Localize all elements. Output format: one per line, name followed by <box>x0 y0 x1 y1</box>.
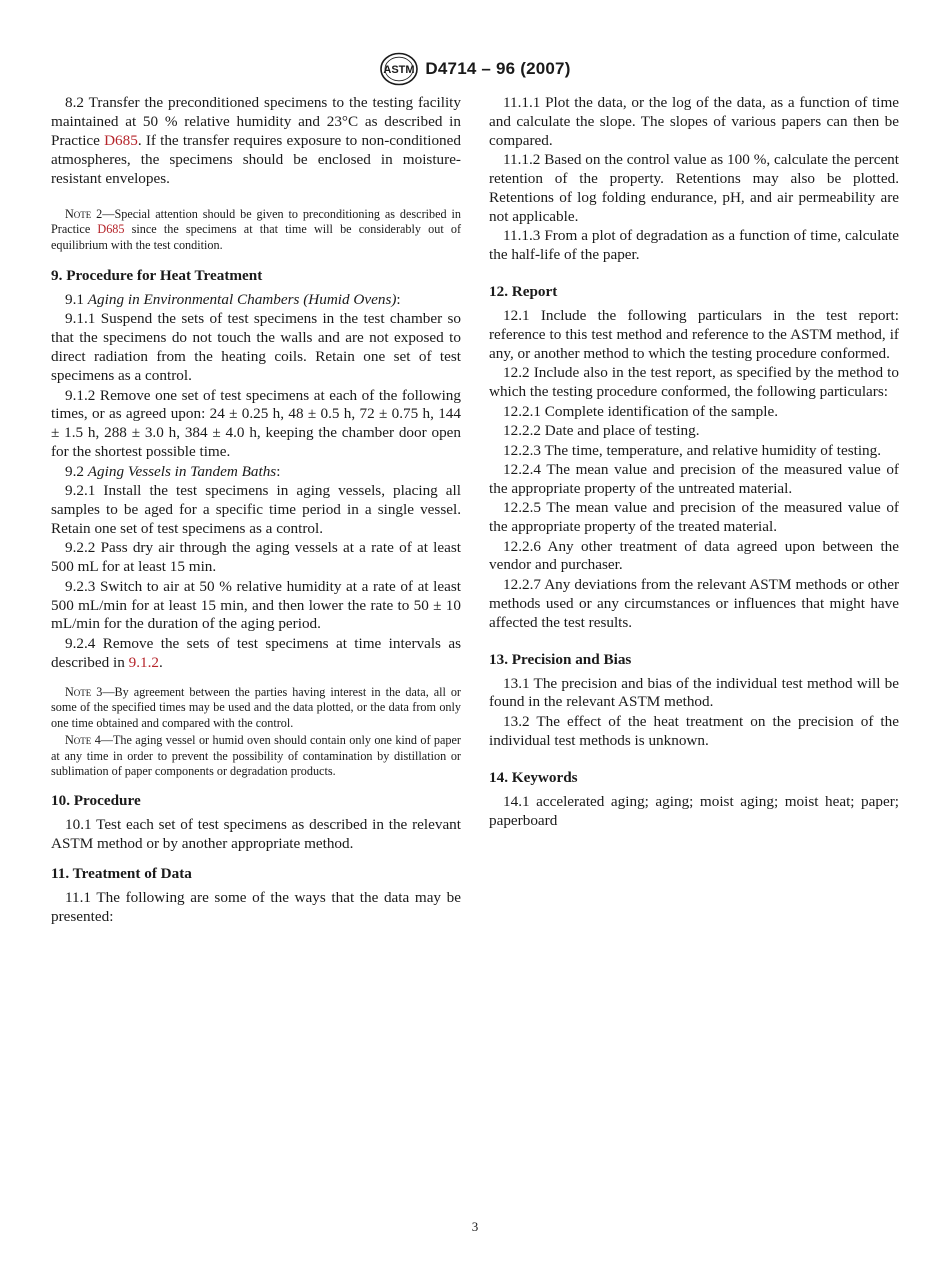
paragraph-12-1: 12.1 Include the following particulars in the test report: reference to this test method and reference to the ASTM method, if any, or another method to which the testing procedure conformed. <box>489 307 899 362</box>
paragraph-11-1-1: 11.1.1 Plot the data, or the log of the data, as a function of time and calculate the slope. The slopes of various papers can then be compared. <box>489 94 899 149</box>
paragraph-8-2: 8.2 Transfer the preconditioned specimens to the testing facility maintained at 50 % relative humidity and 23°C as described in Practice D685. If the transfer requires exposure to non-conditioned atmospheres, the specimens should be enclosed in moisture-resistant envelopes. <box>51 94 461 187</box>
paragraph-9-1-2: 9.1.2 Remove one set of test specimens at each of the following times, or as agreed upon: 24 ± 0.25 h, 48 ± 0.5 h, 72 ± 0.75 h, 144 ± 1.5 h, 288 ± 3.0 h, 384 ± 4.0 h, keeping the chamber door open for the shortest possible time. <box>51 386 461 461</box>
paragraph-9-2-4: 9.2.4 Remove the sets of test specimens at time intervals as described in 9.1.2. <box>51 634 461 671</box>
paragraph-9-1-1: 9.1.1 Suspend the sets of test specimens in the test chamber so that the specimens do not touch the walls and are not exposed to direct radiation from the heating coils. Retain one set of test specimens as a control. <box>51 310 461 385</box>
paragraph-12-2-5: 12.2.5 The mean value and precision of the measured value of the appropriate property of the treated material. <box>489 499 899 536</box>
paragraph-12-2-7: 12.2.7 Any deviations from the relevant ASTM methods or other methods used or any circumstances or influences that might have affected the test results. <box>489 575 899 631</box>
section-13-heading: 13. Precision and Bias <box>489 650 632 668</box>
section-14-heading: 14. Keywords <box>489 768 578 786</box>
paragraph-12-2: 12.2 Include also in the test report, as specified by the method to which the testing procedure conformed, the following particulars: <box>489 364 899 401</box>
paragraph-13-1: 13.1 The precision and bias of the individual test method will be found in the relevant ASTM method. <box>489 674 899 711</box>
paragraph-9-2-2: 9.2.2 Pass dry air through the aging vessels at a rate of at least 500 mL for at least 15 min. <box>51 539 461 576</box>
link-9-1-2[interactable]: 9.1.2 <box>128 653 159 671</box>
paragraph-11-1-3: 11.1.3 From a plot of degradation as a function of time, calculate the half-life of the paper. <box>489 227 899 264</box>
section-9-heading: 9. Procedure for Heat Treatment <box>51 267 263 285</box>
left-column <box>51 94 461 928</box>
logo-text: ASTM <box>383 64 415 76</box>
paragraph-12-2-6: 12.2.6 Any other treatment of data agreed upon between the vendor and purchaser. <box>489 537 899 574</box>
page-number: 3 <box>471 1219 479 1234</box>
paragraph-9-2-3: 9.2.3 Switch to air at 50 % relative humidity at a rate of at least 500 mL/min for at least 15 min, and then lower the rate to 50 ± 10 mL/min for the duration of the aging period. <box>51 577 461 633</box>
paragraph-9-1: 9.1 Aging in Environmental Chambers (Humid Ovens): <box>65 291 401 309</box>
paragraph-12-2-3: 12.2.3 The time, temperature, and relative humidity of testing. <box>503 441 882 459</box>
section-11-heading: 11. Treatment of Data <box>51 865 192 883</box>
right-column <box>489 94 899 831</box>
paragraph-13-2: 13.2 The effect of the heat treatment on the precision of the individual test methods is unknown. <box>489 712 899 749</box>
paragraph-10-1: 10.1 Test each set of test specimens as described in the relevant ASTM method or by another appropriate method. <box>51 815 461 852</box>
paragraph-11-1-2: 11.1.2 Based on the control value as 100 %, calculate the percent retention of the property. Retentions may also be plotted. Retentions of log folding endurance, pH, and air permeability are not applicable. <box>489 151 899 225</box>
link-d685-note[interactable]: D685 <box>97 222 125 237</box>
section-10-heading: 10. Procedure <box>51 791 141 809</box>
paragraph-12-2-1: 12.2.1 Complete identification of the sample. <box>503 402 778 420</box>
paragraph-9-2-1: 9.2.1 Install the test specimens in aging vessels, placing all samples to be aged for a specific time period in a single vessel. Retain one set of test specimens as a control. <box>51 482 461 537</box>
paragraph-11-1: 11.1 The following are some of the ways that the data may be presented: <box>51 889 461 926</box>
section-12-heading: 12. Report <box>489 283 558 301</box>
astm-logo-icon <box>379 52 419 86</box>
paragraph-14-1: 14.1 accelerated aging; aging; moist aging; moist heat; paper; paperboard <box>489 792 899 829</box>
note-4: Note 4—The aging vessel or humid oven should contain only one kind of paper at any time in order to prevent the possibility of contamination by distillation or sublimation of paper components or degradation products. <box>51 733 461 779</box>
note-3: Note 3—By agreement between the parties having interest in the data, all or some of the specified times may be used and the data plotted, or the data from only one time obtained and compared with the control. <box>51 684 461 730</box>
page-header <box>0 52 950 86</box>
paragraph-12-2-2: 12.2.2 Date and place of testing. <box>503 422 700 440</box>
document-designation: D4714 – 96 (2007) <box>425 59 571 78</box>
note-2: Note 2—Special attention should be given to preconditioning as described in Practice D685 since the specimens at that time will be considerably out of equilibrium with the test condition. <box>51 206 462 252</box>
paragraph-12-2-4: 12.2.4 The mean value and precision of the measured value of the appropriate property of the untreated material. <box>489 460 899 497</box>
paragraph-9-2: 9.2 Aging Vessels in Tandem Baths: <box>65 462 281 480</box>
link-d685[interactable]: D685 <box>104 131 138 149</box>
